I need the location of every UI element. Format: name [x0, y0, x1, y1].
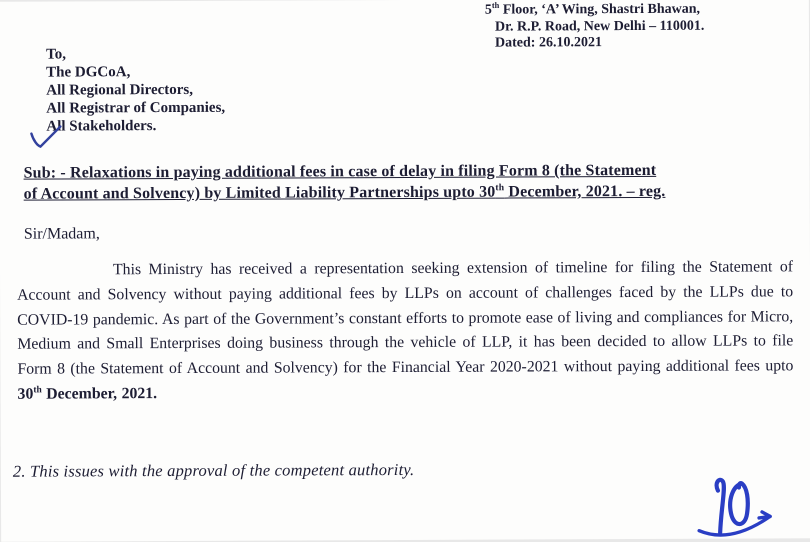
addressee-block — [46, 45, 225, 136]
closing-line: 2. This issues with the approval of the competent authority. — [12, 459, 415, 481]
deadline-ordinal: th — [33, 385, 42, 396]
sender-address-line-1 — [485, 2, 704, 19]
subject-block — [24, 159, 794, 204]
body-paragraph — [17, 255, 794, 407]
addressee-item: The DGCoA, — [46, 64, 131, 81]
subject-line-2-rest: December, 2021. – reg. — [504, 182, 666, 201]
body-paragraph-text: This Ministry has received a representation seeking extension of timeline for filing the Statement of Account and Solvency without paying additional fees by LLPs on account of challenges faced by the LLPs due to COVID-19 pandemic. As part of the Government’s constant efforts to promote ease of living and compliances for Micro, Medium and Small Enterprises doing business through the vehicle of LLP, it has been decided to allow LLPs to file Form 8 (the Statement of Account and Solvency) for the Financial Year 2020-2021 without paying additional fees upto — [17, 258, 794, 378]
addressee-salutation: To, — [46, 46, 66, 63]
subject-line-2 — [24, 180, 794, 204]
sender-floor-number: 5 — [484, 2, 492, 18]
sender-building: Floor, ‘A’ Wing, Shastri Bhawan, — [499, 1, 701, 18]
deadline-day: 30 — [17, 385, 34, 403]
signature-icon — [694, 474, 778, 538]
deadline-date — [18, 385, 158, 403]
letter-date: Dated: 26.10.2021 — [494, 35, 602, 51]
addressee-item: All Stakeholders. — [46, 118, 157, 135]
deadline-month-year: December, 2021. — [41, 385, 158, 403]
subject-line-1: Sub: - Relaxations in paying additional fees in case of delay in filing Form 8 (the Statement — [23, 161, 657, 182]
sender-floor-ordinal: th — [491, 0, 500, 10]
subject-line-2-text: of Account and Solvency) by Limited Liability Partnerships upto 30 — [23, 183, 496, 203]
addressee-item: All Regional Directors, — [46, 81, 194, 99]
addressee-item: All Registrar of Companies, — [46, 99, 226, 117]
subject-date-ordinal: th — [495, 182, 505, 194]
greeting-line: Sir/Madam, — [23, 225, 100, 243]
sender-address-line-2: Dr. R.P. Road, New Delhi – 110001. — [494, 18, 705, 35]
sender-address-block — [485, 2, 705, 52]
pen-tick-icon — [27, 122, 63, 150]
